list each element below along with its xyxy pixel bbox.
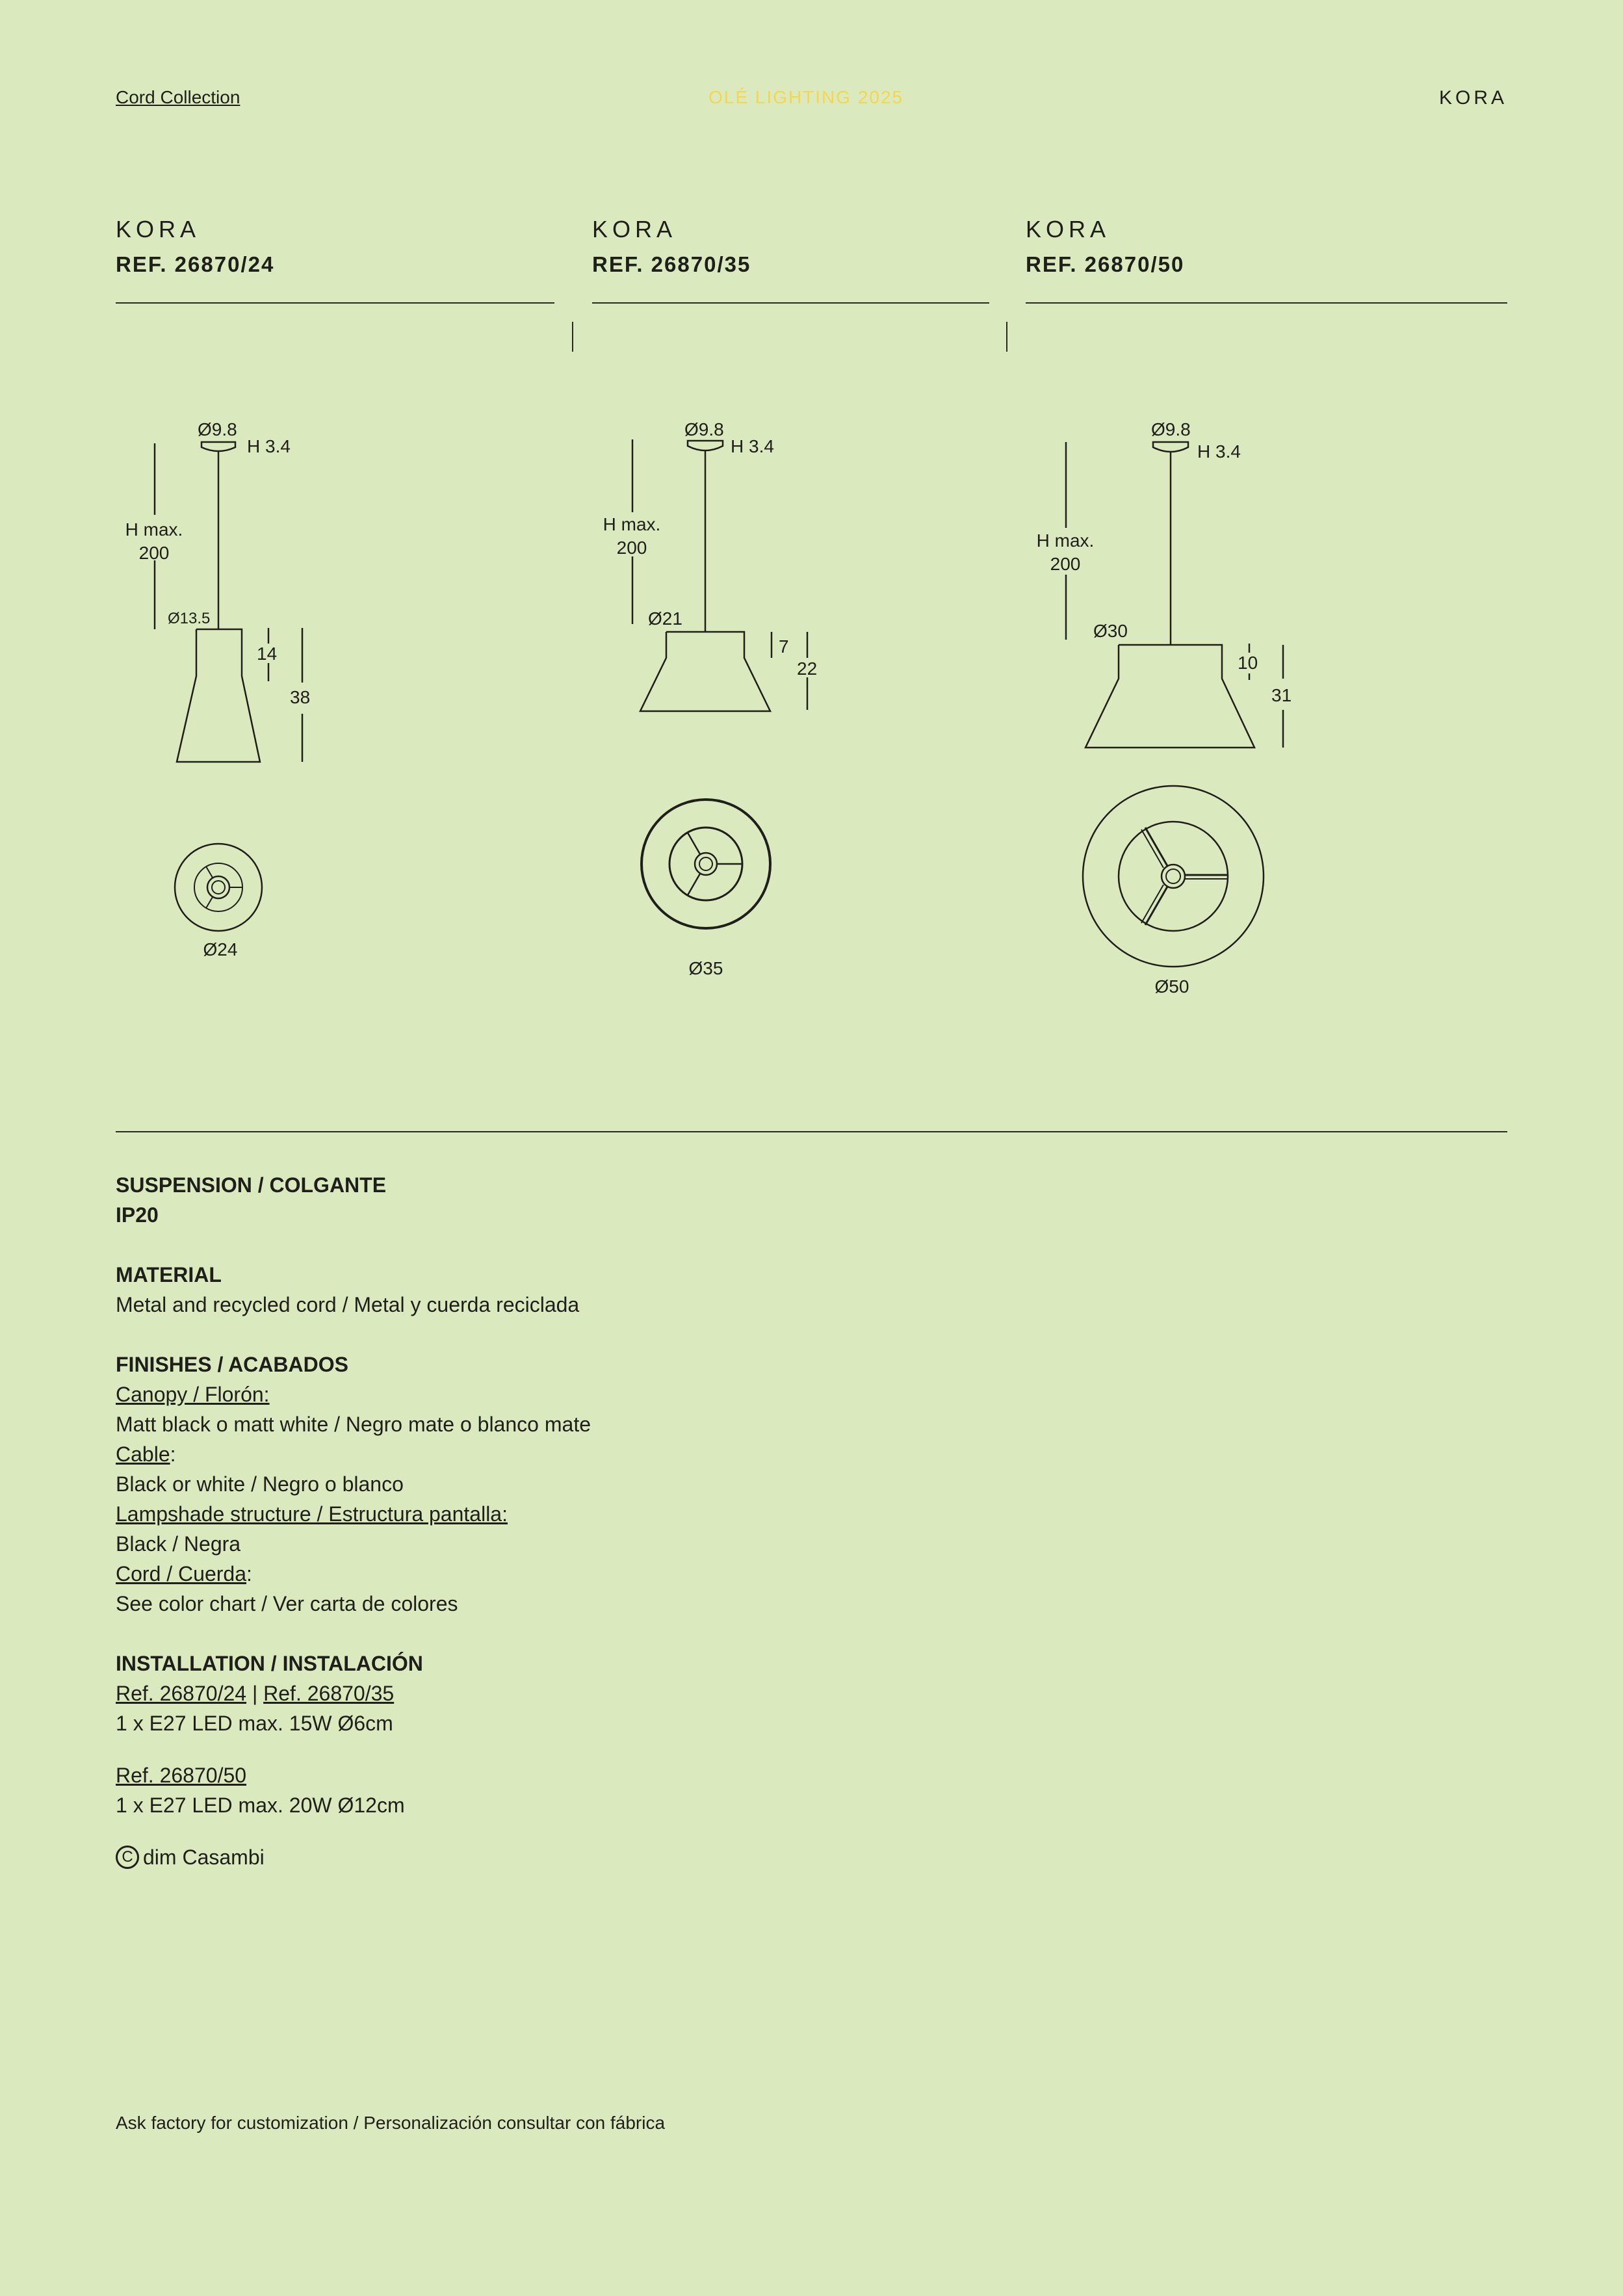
column-2-name: KORA bbox=[592, 216, 677, 242]
canopy-value: Matt black o matt white / Negro mate o blanco mate bbox=[116, 1413, 591, 1436]
install-separator: | bbox=[252, 1682, 258, 1705]
total-height-2: 22 bbox=[797, 659, 818, 679]
install-ref-a: Ref. 26870/24 bbox=[116, 1682, 247, 1705]
upper-height-2: 7 bbox=[779, 636, 789, 657]
column-2-rule bbox=[592, 302, 989, 304]
column-divider-2 bbox=[1006, 322, 1007, 352]
canopy-diameter-1: Ø9.8 bbox=[198, 419, 237, 439]
upper-height-3: 10 bbox=[1238, 653, 1258, 673]
canopy-height-2: H 3.4 bbox=[731, 436, 774, 456]
technical-drawings bbox=[0, 390, 1623, 1040]
type-heading: SUSPENSION / COLGANTE bbox=[116, 1173, 387, 1197]
installation-heading: INSTALLATION / INSTALACIÓN bbox=[116, 1652, 423, 1675]
column-1-rule bbox=[116, 302, 554, 304]
cable-label: Cable bbox=[116, 1442, 170, 1466]
casambi-icon: C bbox=[116, 1846, 139, 1869]
top-diameter-3: Ø30 bbox=[1093, 621, 1128, 641]
base-diameter-1: Ø24 bbox=[203, 939, 238, 959]
upper-height-1: 14 bbox=[257, 644, 278, 664]
cord-label: Cord / Cuerda bbox=[116, 1562, 246, 1585]
shade-top-outer-2 bbox=[642, 800, 770, 928]
total-height-3: 31 bbox=[1271, 685, 1292, 705]
shade-side-2 bbox=[640, 632, 770, 711]
material-heading: MATERIAL bbox=[116, 1263, 222, 1286]
column-2-ref: REF. 26870/35 bbox=[592, 252, 751, 276]
hmax-value-1: 200 bbox=[138, 543, 170, 563]
top-diameter-2: Ø21 bbox=[648, 608, 682, 629]
install-ref-c: Ref. 26870/50 bbox=[116, 1764, 247, 1787]
section-divider bbox=[116, 1131, 1507, 1132]
cable-value: Black or white / Negro o blanco bbox=[116, 1472, 404, 1496]
shade-side-1 bbox=[177, 629, 260, 762]
base-diameter-3: Ø50 bbox=[1154, 976, 1189, 997]
column-1-name: KORA bbox=[116, 216, 201, 242]
collection-link[interactable]: Cord Collection bbox=[116, 87, 240, 107]
ip-rating: IP20 bbox=[116, 1203, 159, 1227]
hmax-value-3: 200 bbox=[1050, 554, 1081, 574]
hmax-label-1: H max. bbox=[125, 519, 183, 540]
column-divider-1 bbox=[572, 322, 573, 352]
base-diameter-2: Ø35 bbox=[688, 958, 723, 978]
column-1-ref: REF. 26870/24 bbox=[116, 252, 275, 276]
total-height-1: 38 bbox=[290, 687, 311, 707]
canopy-diameter-2: Ø9.8 bbox=[684, 419, 724, 439]
lampshade-value: Black / Negra bbox=[116, 1532, 241, 1556]
install-value-a: 1 x E27 LED max. 15W Ø6cm bbox=[116, 1712, 393, 1735]
shade-top-outer-3 bbox=[1083, 786, 1264, 967]
finishes-heading: FINISHES / ACABADOS bbox=[116, 1353, 348, 1376]
canopy-3 bbox=[1153, 442, 1188, 452]
brand-title: OLÉ LIGHTING 2025 bbox=[708, 87, 904, 107]
canopy-height-1: H 3.4 bbox=[247, 436, 291, 456]
specifications: SUSPENSION / COLGANTE IP20 MATERIAL Metal and recycled cord / Metal y cuerda reciclada FINISHES / ACABADOS Canopy / Florón: Matt black o matt white / Negro mate o blanco mate Cable: Black or white / Negro o blanco Lampshade structure / Estructura pantalla: Black / Negra Cord / Cuerda: See color chart / Ver carta de colores INSTALLATION / INSTALACIÓN Ref. 26870/24 | Ref. 26870/35 1 x E27 LED max. 15W Ø6cm Ref. 26870/50 1 x E27 LED max. 20W Ø12cm C dim Casambi bbox=[116, 1170, 591, 1872]
material-value: Metal and recycled cord / Metal y cuerda reciclada bbox=[116, 1293, 580, 1316]
column-3-rule bbox=[1026, 302, 1507, 304]
shade-top-outer-1 bbox=[175, 844, 262, 931]
shade-side-3 bbox=[1085, 645, 1254, 748]
product-name: KORA bbox=[1438, 87, 1507, 109]
hmax-label-2: H max. bbox=[603, 514, 661, 534]
column-3-ref: REF. 26870/50 bbox=[1026, 252, 1185, 276]
canopy-1 bbox=[201, 442, 235, 451]
canopy-label: Canopy / Florón: bbox=[116, 1383, 270, 1406]
cord-value: See color chart / Ver carta de colores bbox=[116, 1592, 458, 1615]
top-diameter-1: Ø13.5 bbox=[168, 610, 211, 627]
install-ref-b: Ref. 26870/35 bbox=[263, 1682, 395, 1705]
canopy-diameter-3: Ø9.8 bbox=[1151, 419, 1191, 439]
casambi-label: dim Casambi bbox=[143, 1846, 265, 1869]
column-3-name: KORA bbox=[1026, 216, 1111, 242]
install-value-c: 1 x E27 LED max. 20W Ø12cm bbox=[116, 1794, 405, 1817]
hmax-label-3: H max. bbox=[1036, 530, 1095, 551]
canopy-2 bbox=[688, 441, 723, 450]
hmax-value-2: 200 bbox=[616, 538, 647, 558]
canopy-height-3: H 3.4 bbox=[1197, 441, 1241, 462]
footer-note: Ask factory for customization / Personalización consultar con fábrica bbox=[116, 2113, 666, 2133]
lampshade-label: Lampshade structure / Estructura pantalla: bbox=[116, 1502, 508, 1526]
